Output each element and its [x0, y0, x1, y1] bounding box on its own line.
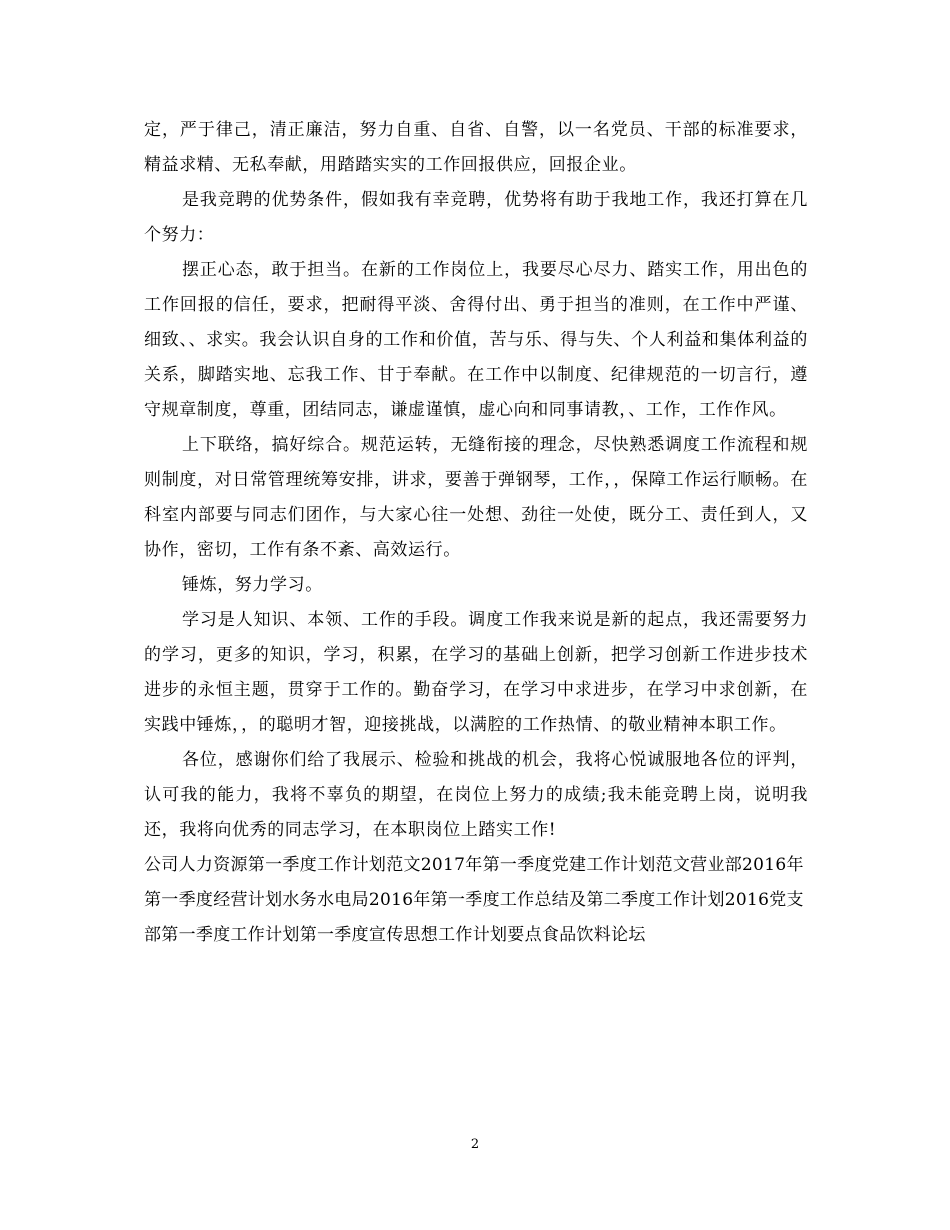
paragraph-6: 学习是人知识、本领、工作的手段。调度工作我来说是新的起点，我还需要努力的学习，更多的知识，学习，积累，在学习的基础上创新，把学习创新工作进步技术进步的永恒主题，贯穿于工作的。勤奋学习，在学习中求进步，在学习中求创新，在实践中锤炼，，的聪明才智，迎接挑战，以满腔的工作热情、的敬业精神本职工作。 — [144, 610, 808, 735]
page-number: 2 — [470, 1137, 480, 1152]
paragraph-7: 各位，感谢你们给了我展示、检验和挑战的机会，我将心悦诚服地各位的评判，认可我的能力，我将不辜负的期望，在岗位上努力的成绩;我未能竞聘上岗，说明我还，我将向优秀的同志学习，在本职岗位上踏实工作! — [144, 750, 808, 840]
paragraph-5: 锤炼，努力学习。 — [182, 575, 323, 595]
paragraph-1: 定，严于律己，清正廉洁，努力自重、自省、自警，以一名党员、干部的标准要求，精益求精、无私奉献，用踏踏实实的工作回报供应，回报企业。 — [144, 120, 808, 175]
paragraph-3: 摆正心态，敢于担当。在新的工作岗位上，我要尽心尽力、踏实工作，用出色的工作回报的信任，要求，把耐得平淡、舍得付出、勇于担当的准则，在工作中严谨、细致、、求实。我会认识自身的工作和价值，苦与乐、得与失、个人利益和集体利益的关系，脚踏实地、忘我工作、甘于奉献。在工作中以制度、纪律规范的一切言行，遵守规章制度，尊重，团结同志，谦虚谨慎，虚心向和同事请教，、工作，工作作风。 — [144, 260, 808, 420]
paragraph-4: 上下联络，搞好综合。规范运转，无缝衔接的理念，尽快熟悉调度工作流程和规则制度，对日常管理统筹安排，讲求，要善于弹钢琴，工作，，保障工作运行顺畅。在科室内部要与同志们团作，与大家心往一处想、劲往一处使，既分工、责任到人，又协作，密切，工作有条不紊、高效运行。 — [144, 435, 808, 560]
paragraph-2: 是我竞聘的优势条件，假如我有幸竞聘，优势将有助于我地工作，我还打算在几个努力： — [144, 190, 808, 245]
document-body — [144, 113, 808, 953]
related-links-text: 公司人力资源第一季度工作计划范文2017年第一季度党建工作计划范文营业部2016年第一季度经营计划水务水电局2016年第一季度工作总结及第二季度工作计划2016党支部第一季度工作计划第一季度宣传思想工作计划要点食品饮料论坛 — [144, 855, 804, 945]
